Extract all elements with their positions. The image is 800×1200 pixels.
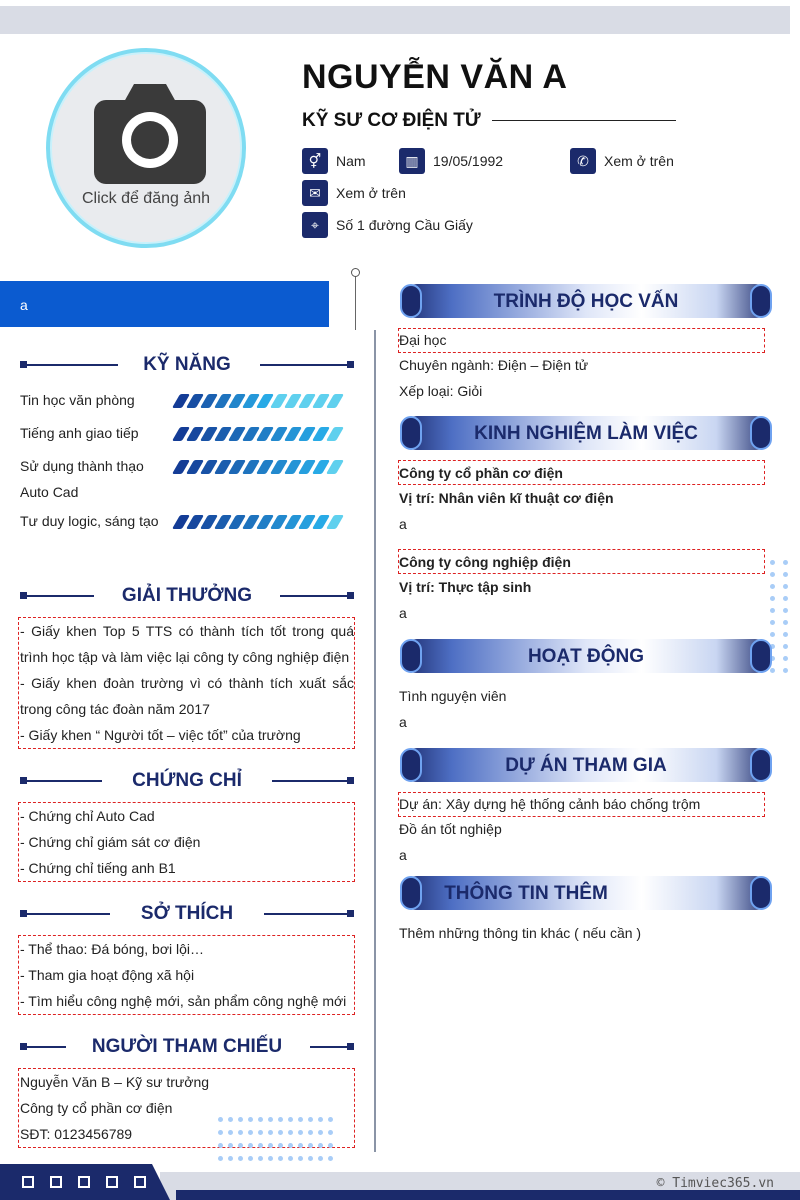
skill-name[interactable]: Sử dụng thành thạo Auto Cad bbox=[20, 458, 144, 500]
dot bbox=[770, 668, 775, 673]
dot bbox=[228, 1156, 233, 1161]
dot bbox=[783, 620, 788, 625]
address-value: Số 1 đường Cầu Giấy bbox=[336, 217, 473, 233]
dot bbox=[228, 1117, 233, 1122]
dot bbox=[783, 668, 788, 673]
certificate-item: - Chứng chỉ tiếng anh B1 bbox=[20, 860, 176, 876]
avatar-caption: Click để đăng ảnh bbox=[81, 190, 211, 207]
skill-name[interactable]: Tin học văn phòng bbox=[20, 392, 135, 408]
award-item: - Giấy khen đoàn trường vì có thành tích xuất sắc trong công tác đoàn năm 2017 bbox=[20, 675, 354, 717]
dot bbox=[258, 1143, 263, 1148]
dot bbox=[783, 560, 788, 565]
skill-level-bar bbox=[176, 460, 344, 474]
dot bbox=[258, 1130, 263, 1135]
projects-heading: DỰ ÁN THAM GIA bbox=[400, 748, 772, 782]
decorative-dots bbox=[770, 560, 788, 673]
education-school-box[interactable] bbox=[398, 328, 765, 353]
top-strip bbox=[0, 6, 790, 34]
dot bbox=[783, 644, 788, 649]
phone-row[interactable] bbox=[570, 148, 674, 174]
dot bbox=[248, 1143, 253, 1148]
dot bbox=[258, 1156, 263, 1161]
dot bbox=[298, 1117, 303, 1122]
hobby-item: - Tham gia hoạt động xã hội bbox=[20, 967, 195, 983]
dot bbox=[278, 1117, 283, 1122]
dot bbox=[783, 596, 788, 601]
dot bbox=[268, 1117, 273, 1122]
decorative-dots bbox=[218, 1117, 333, 1161]
experience-description[interactable]: a bbox=[399, 516, 407, 532]
dot bbox=[770, 620, 775, 625]
column-divider bbox=[374, 330, 376, 1152]
skill-name[interactable]: Tư duy logic, sáng tạo bbox=[20, 513, 159, 529]
dot bbox=[770, 572, 775, 577]
email-icon: ✉ bbox=[302, 180, 328, 206]
dot bbox=[308, 1117, 313, 1122]
dot bbox=[298, 1143, 303, 1148]
dot bbox=[770, 632, 775, 637]
dot bbox=[288, 1156, 293, 1161]
hobby-item: - Thể thao: Đá bóng, bơi lội… bbox=[20, 941, 205, 957]
project-description[interactable]: a bbox=[399, 847, 407, 863]
hobby-item: - Tìm hiểu công nghệ mới, sản phẩm công nghệ mới bbox=[20, 993, 347, 1009]
experience-company: Công ty công nghiệp điện bbox=[399, 554, 571, 570]
dot bbox=[228, 1130, 233, 1135]
activity-name[interactable]: Tình nguyện viên bbox=[399, 688, 507, 704]
dot bbox=[218, 1143, 223, 1148]
dot bbox=[258, 1117, 263, 1122]
experience-heading: KINH NGHIỆM LÀM VIỆC bbox=[400, 416, 772, 450]
dot bbox=[328, 1143, 333, 1148]
activity-description[interactable]: a bbox=[399, 714, 407, 730]
dot bbox=[278, 1156, 283, 1161]
dot bbox=[288, 1117, 293, 1122]
project-type[interactable]: Đồ án tốt nghiệp bbox=[399, 821, 502, 837]
dot bbox=[308, 1156, 313, 1161]
career-objective[interactable] bbox=[0, 281, 329, 327]
skill-level-bar bbox=[176, 427, 344, 441]
dot bbox=[228, 1143, 233, 1148]
timeline-dot bbox=[351, 268, 360, 277]
email-row[interactable] bbox=[302, 180, 406, 206]
dot bbox=[288, 1130, 293, 1135]
dot bbox=[248, 1130, 253, 1135]
phone-icon: ✆ bbox=[570, 148, 596, 174]
skill-name[interactable]: Tiếng anh giao tiếp bbox=[20, 425, 139, 441]
certificate-item: - Chứng chỉ Auto Cad bbox=[20, 808, 155, 824]
dot bbox=[770, 584, 775, 589]
dot bbox=[218, 1156, 223, 1161]
dot bbox=[770, 596, 775, 601]
title-divider bbox=[492, 120, 676, 121]
camera-icon bbox=[94, 84, 206, 184]
education-grade[interactable]: Xếp loại: Giỏi bbox=[399, 383, 483, 399]
dot bbox=[770, 608, 775, 613]
dot bbox=[218, 1117, 223, 1122]
dot bbox=[783, 656, 788, 661]
reference-item: Công ty cổ phần cơ điện bbox=[20, 1100, 173, 1116]
references-heading: NGƯỜI THAM CHIẾU bbox=[20, 1034, 354, 1060]
hobbies-heading: SỞ THÍCH bbox=[20, 901, 354, 927]
dot bbox=[238, 1130, 243, 1135]
experience-position[interactable]: Vị trí: Thực tập sinh bbox=[399, 579, 532, 595]
gender-row[interactable] bbox=[302, 148, 366, 174]
dot bbox=[298, 1156, 303, 1161]
dot bbox=[268, 1156, 273, 1161]
phone-value: Xem ở trên bbox=[604, 153, 674, 169]
dot bbox=[318, 1130, 323, 1135]
dot bbox=[238, 1117, 243, 1122]
awards-heading: GIẢI THƯỞNG bbox=[20, 583, 354, 609]
timeline-line bbox=[355, 274, 356, 330]
dot bbox=[268, 1143, 273, 1148]
dot bbox=[308, 1143, 313, 1148]
dot bbox=[278, 1143, 283, 1148]
education-major[interactable]: Chuyên ngành: Điện – Điện tử bbox=[399, 357, 589, 373]
location-icon: ⌖ bbox=[302, 212, 328, 238]
birthday-cake-icon: ▥ bbox=[399, 148, 425, 174]
activities-heading: HOẠT ĐỘNG bbox=[400, 639, 772, 673]
reference-item: Nguyễn Văn B – Kỹ sư trưởng bbox=[20, 1074, 210, 1090]
award-item: - Giấy khen Top 5 TTS có thành tích tốt trong quá trình học tập và làm việc lại công ty công nghiệp điện bbox=[20, 623, 354, 665]
address-row[interactable] bbox=[302, 212, 473, 238]
footer bbox=[0, 1164, 800, 1200]
dot bbox=[238, 1156, 243, 1161]
experience-position[interactable]: Vị trí: Nhân viên kĩ thuật cơ điện bbox=[399, 490, 614, 506]
dot bbox=[298, 1130, 303, 1135]
dot bbox=[278, 1130, 283, 1135]
footer-squares bbox=[22, 1176, 162, 1188]
award-item: - Giấy khen “ Người tốt – việc tốt” của trường bbox=[20, 727, 301, 743]
dot bbox=[770, 560, 775, 565]
dot bbox=[288, 1143, 293, 1148]
dot bbox=[238, 1143, 243, 1148]
dot bbox=[783, 572, 788, 577]
dot bbox=[218, 1130, 223, 1135]
extra-info-text[interactable]: Thêm những thông tin khác ( nếu cần ) bbox=[399, 925, 642, 941]
skill-level-bar bbox=[176, 515, 344, 529]
birthday-value: 19/05/1992 bbox=[433, 153, 504, 169]
dot bbox=[318, 1143, 323, 1148]
reference-item: SĐT: 0123456789 bbox=[20, 1126, 133, 1142]
birthday-row[interactable] bbox=[399, 148, 503, 174]
job-title[interactable]: KỸ SƯ CƠ ĐIỆN TỬ bbox=[302, 110, 481, 131]
experience-company: Công ty cổ phần cơ điện bbox=[399, 465, 563, 481]
avatar-upload[interactable] bbox=[46, 48, 246, 248]
dot bbox=[783, 608, 788, 613]
full-name[interactable]: NGUYỄN VĂN A bbox=[302, 58, 568, 96]
email-value: Xem ở trên bbox=[336, 185, 406, 201]
certificate-item: - Chứng chỉ giám sát cơ điện bbox=[20, 834, 201, 850]
dot bbox=[318, 1156, 323, 1161]
dot bbox=[328, 1156, 333, 1161]
skills-heading: KỸ NĂNG bbox=[20, 352, 354, 378]
gender-icon: ⚥ bbox=[302, 148, 328, 174]
dot bbox=[248, 1117, 253, 1122]
education-heading: TRÌNH ĐỘ HỌC VẤN bbox=[400, 284, 772, 318]
dot bbox=[328, 1130, 333, 1135]
education-school: Đại học bbox=[399, 332, 447, 348]
dot bbox=[318, 1117, 323, 1122]
extra-info-heading: THÔNG TIN THÊM bbox=[400, 876, 772, 910]
dot bbox=[783, 632, 788, 637]
certificates-heading: CHỨNG CHỈ bbox=[20, 768, 354, 794]
dot bbox=[783, 584, 788, 589]
project-name: Dự án: Xây dựng hệ thống cảnh báo chống trộm bbox=[399, 796, 701, 812]
gender-value: Nam bbox=[336, 153, 366, 169]
dot bbox=[308, 1130, 313, 1135]
dot bbox=[328, 1117, 333, 1122]
objective-text: a bbox=[20, 297, 28, 313]
dot bbox=[248, 1156, 253, 1161]
skill-level-bar bbox=[176, 394, 344, 408]
footer-brand: © Timviec365.vn bbox=[656, 1176, 774, 1191]
dot bbox=[268, 1130, 273, 1135]
experience-description[interactable]: a bbox=[399, 605, 407, 621]
